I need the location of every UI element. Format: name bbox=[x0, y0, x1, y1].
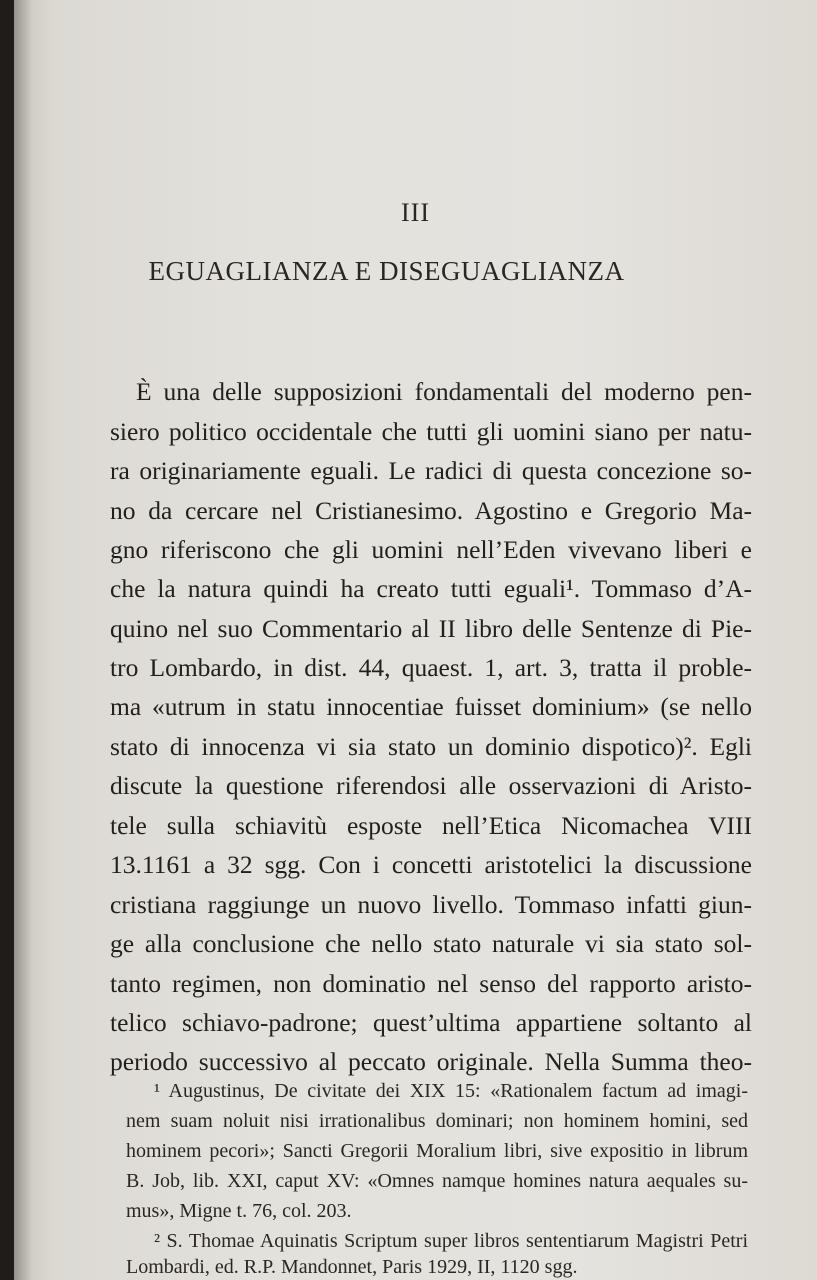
body-line: ma «utrum in statu innocentiae fuisset dominium» (se nello bbox=[110, 692, 752, 721]
body-line: quino nel suo Commentario al II libro delle Sentenze di Pie- bbox=[110, 614, 752, 643]
book-page bbox=[14, 0, 817, 1280]
chapter-number: III bbox=[401, 198, 430, 227]
footnote-line: B. Job, lib. XXI, caput XV: «Omnes namque homines natura aequales su- bbox=[126, 1170, 748, 1192]
body-line: stato di innocenza vi sia stato un dominio dispotico)². Egli bbox=[110, 732, 752, 761]
body-line: discute la questione riferendosi alle osservazioni di Aristo- bbox=[110, 771, 752, 800]
footnote-line: Lombardi, ed. R.P. Mandonnet, Paris 1929, II, 1120 sgg. bbox=[126, 1256, 578, 1278]
body-line: tro Lombardo, in dist. 44, quaest. 1, art. 3, tratta il proble- bbox=[110, 653, 752, 682]
body-line: 13.1161 a 32 sgg. Con i concetti aristotelici la discussione bbox=[110, 850, 752, 879]
body-line: siero politico occidentale che tutti gli uomini siano per natu- bbox=[110, 417, 752, 446]
chapter-title: EGUAGLIANZA E DISEGUAGLIANZA bbox=[148, 256, 625, 286]
body-line: telico schiavo-padrone; quest’ultima appartiene soltanto al bbox=[110, 1008, 752, 1037]
body-line: È una delle supposizioni fondamentali del moderno pen- bbox=[136, 377, 752, 406]
body-line: ge alla conclusione che nello stato naturale vi sia stato sol- bbox=[110, 929, 752, 958]
body-line: tele sulla schiavitù esposte nell’Etica Nicomachea VIII bbox=[110, 811, 752, 840]
footnote-line: ² S. Thomae Aquinatis Scriptum super libros sententiarum Magistri Petri bbox=[154, 1230, 748, 1252]
body-line: periodo successivo al peccato originale. Nella Summa theo- bbox=[110, 1047, 752, 1076]
footnote-line: ¹ Augustinus, De civitate dei XIX 15: «Rationalem factum ad imagi- bbox=[154, 1080, 748, 1102]
body-line: tanto regimen, non dominatio nel senso del rapporto aristo- bbox=[110, 969, 752, 998]
footnote-line: nem suam noluit nisi irrationalibus dominari; non hominem homini, sed bbox=[126, 1110, 748, 1132]
body-line: gno riferiscono che gli uomini nell’Eden vivevano liberi e bbox=[110, 535, 752, 564]
body-line: cristiana raggiunge un nuovo livello. Tommaso infatti giun- bbox=[110, 890, 752, 919]
page-gutter-shadow bbox=[14, 0, 32, 1280]
body-line: no da cercare nel Cristianesimo. Agostino e Gregorio Ma- bbox=[110, 496, 752, 525]
body-line: ra originariamente eguali. Le radici di questa concezione so- bbox=[110, 456, 752, 485]
footnote-line: mus», Migne t. 76, col. 203. bbox=[126, 1200, 352, 1222]
body-line: che la natura quindi ha creato tutti eguali¹. Tommaso d’A- bbox=[110, 574, 752, 603]
footnote-line: hominem pecori»; Sancti Gregorii Moralium libri, sive expositio in librum bbox=[126, 1140, 748, 1162]
